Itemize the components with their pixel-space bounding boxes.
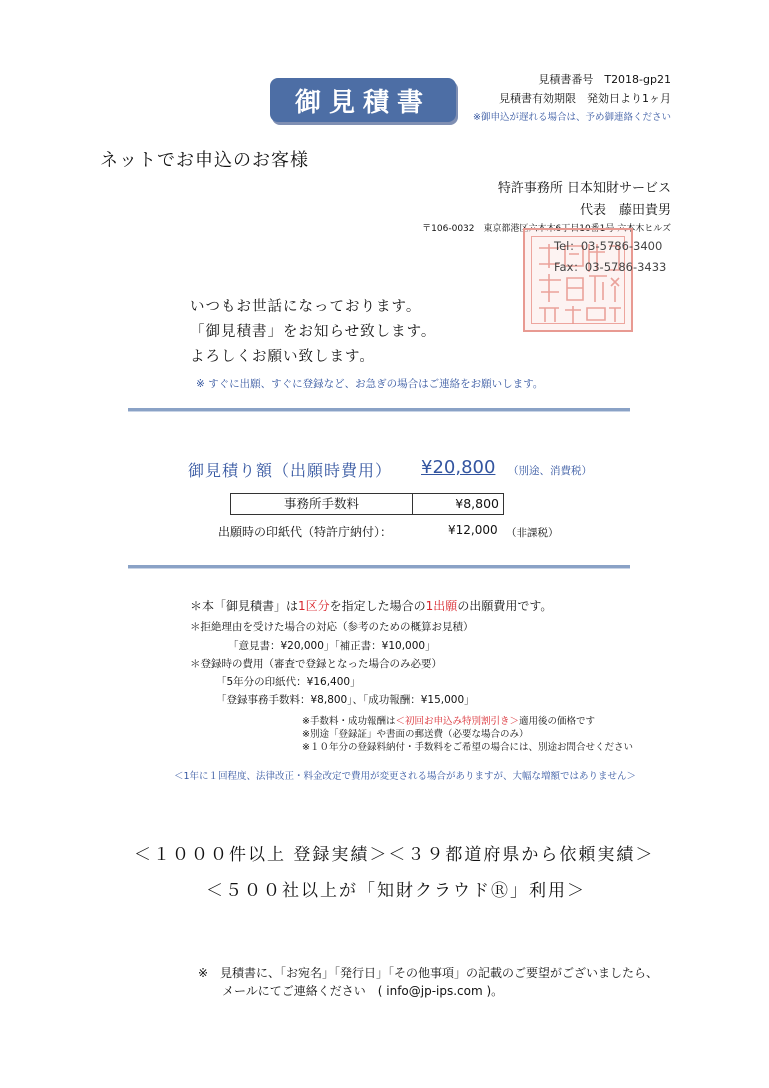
issuer-fax: Fax：03-5786-3433 [554,260,667,274]
stamp-fee-note: （非課税） [506,527,559,539]
greeting-line-1: いつもお世話になっております。 [190,299,422,315]
registration-stamp-fee: 「5年分の印紙代：¥16,400」 [216,676,361,688]
registration-heading: ＊登録時の費用（審査で登録となった場合のみ必要） [190,658,442,670]
urgent-note: ※ すぐに出願、すぐに登録など、お急ぎの場合はご連絡をお願いします。 [196,378,544,390]
highlight-line-2: ＜５００社以上が「知財クラウドⓇ」利用＞ [206,881,586,901]
estimate-label: 御見積り額（出願時費用） [188,461,393,480]
footer-line-2: メールにてご連絡ください ( info@jp-ips.com )。 [222,984,504,998]
mailing-note: ※別途「登録証」や書面の郵送費（必要な場合のみ） [302,729,529,740]
issuer-address: 〒106-0032 東京都港区六本木6丁目10番1号 六本木ヒルズ [422,224,671,234]
document-title: 御見積書 [270,78,456,122]
issuer-tel: Tel：03-5786-3400 [554,239,663,253]
divider-bottom [128,565,630,569]
highlight-line-1: ＜１０００件以上 登録実績＞＜３９都道府県から依頼実績＞ [134,845,655,865]
divider-top [128,408,630,412]
issuer-office: 特許事務所 日本知財サービス [497,181,671,196]
ten-year-note: ※１０年分の登録料納付・手数料をご希望の場合には、別途お問合せください [302,742,633,753]
validity-note: ※御申込が遅れる場合は、予め御連絡ください [473,112,671,123]
issuer-representative: 代表 藤田貴男 [579,203,671,218]
office-fee-label: 事務所手数料 [231,494,413,514]
footer-line-1: ※ 見積書に、「お宛名」「発行日」「その他事項」の記載のご要望がございましたら、 [198,966,659,980]
refusal-fees: 「意見書：¥20,000」「補正書：¥10,000」 [228,640,436,652]
estimate-amount: ¥20,800 [421,457,496,478]
estimate-tax-note: （別途、消費税） [508,465,592,477]
office-fee-value: ¥8,800 [455,496,499,511]
price-change-note: ＜1年に１回程度、法律改正・料金改定で費用が変更される場合がありますが、大幅な増額ではありません＞ [174,771,637,782]
refusal-heading: ＊拒絶理由を受けた場合の対応（参考のための概算お見積） [190,621,474,633]
estimate-number: 見積書番号 T2018-gp21 [538,73,671,86]
discount-note: ※手数料・成功報酬は＜初回お申込み特別割引き＞適用後の価格です [302,716,595,727]
validity-period: 見積書有効期限 発効日より1ヶ月 [499,92,671,105]
scope-statement: ＊本「御見積書」は1区分を指定した場合の1出願の出願費用です。 [190,599,553,613]
office-fee-table [230,493,504,515]
stamp-fee-value: ¥12,000 [448,523,498,537]
greeting-line-3: よろしくお願い致します。 [190,349,375,365]
stamp-fee-label: 出願時の印紙代（特許庁納付）： [218,525,393,539]
recipient-name: ネットでお申込のお客様 [100,150,309,171]
greeting-line-2: 「御見積書」をお知らせ致します。 [190,324,437,340]
registration-fees: 「登録事務手数料：¥8,800」、「成功報酬：¥15,000」 [216,694,475,706]
